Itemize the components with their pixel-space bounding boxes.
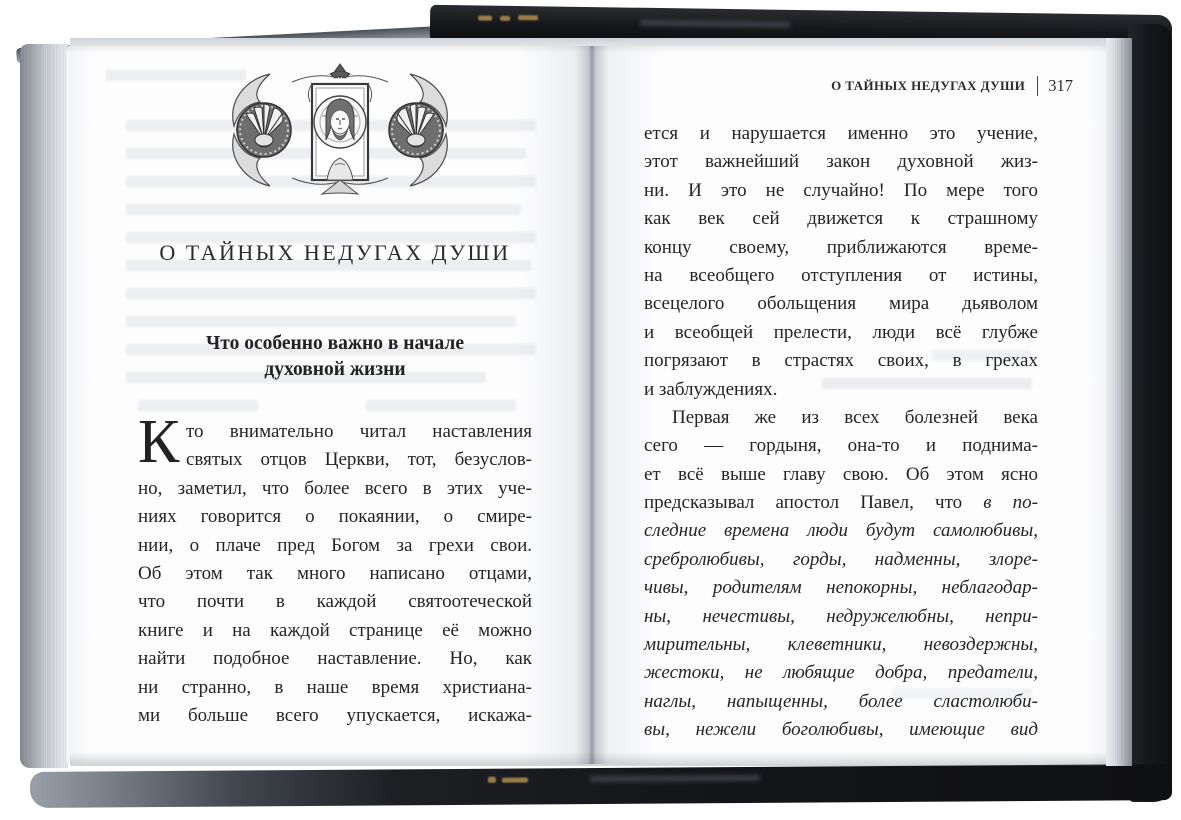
section-subtitle [138,331,532,383]
gold-embossing-fragment [488,777,496,783]
christ-icon-vignette [226,62,454,198]
ghost-line [126,204,521,215]
text-line: предсказывал апостол Павел, что в по- [644,492,1038,514]
page-number: 317 [1048,76,1073,95]
text-line: этот важнейший закон духовной жиз- [644,151,1038,173]
page-bottom-shadow [70,752,1106,766]
left-page [66,46,592,764]
text-line: чивы, родителям непокорны, неблагодар- [644,577,1038,599]
text-line: жестоки, не любящие добра, предатели, [644,662,1038,684]
text-line: ется и нарушается именно это учение, [644,123,1038,144]
text-line: мирительны, клеветники, невоздержны, [644,634,1038,656]
text-line: сребролюбивы, горды, надменны, злоре- [644,548,1038,570]
running-header [831,76,1073,96]
subtitle-line: Что особенно важно в начале [205,333,465,354]
text-line: вы, нежели боголюбивы, имеющие вид [644,719,1038,741]
drop-cap: К [138,408,180,476]
text-line: ми больше всего упускается, искажа- [138,704,532,726]
right-page [592,46,1106,764]
book-cover-right [1128,24,1172,802]
text-line: ниях говорится о покаянии, о смире- [138,506,532,528]
text-line: концу своему, приближаются време- [644,236,1038,258]
page-edges-left [20,44,68,768]
text-line: то внимательно читал наставления [186,421,532,442]
gold-embossing-fragment [500,16,510,21]
text-line: погрязают в страстях своих, в грехах [644,350,1038,372]
text-line: следние времена люди будут самолюбивы, [644,520,1038,542]
embossed-title-shadow [640,20,790,28]
gold-embossing-fragment [518,15,538,20]
text-line: ет всё выше главу свою. Об этом ясно [644,463,1038,485]
text-line: но, заметил, что более всего в этих уче- [138,477,532,499]
ghost-line [126,288,536,299]
text-line: Об этом так много написано отцами, [138,562,532,584]
text-line: святых отцов Церкви, тот, безуслов- [186,449,532,471]
gold-embossing-fragment [502,778,528,783]
running-header-title: О ТАЙНЫХ НЕДУГАХ ДУШИ [831,78,1026,93]
text-line: что почти в каждой святоотеческой [138,591,532,613]
ghost-line [106,70,246,81]
text-line: ны, нечестивы, недружелюбны, непри- [644,605,1038,627]
text-line: нии, о плаче пред Богом за грехи свои. [138,534,532,556]
text-line: Первая же из всех болезней века [672,406,1038,428]
page-edges-right [1106,38,1132,766]
right-page-body-text [644,120,1038,745]
text-line: ни странно, в наше время христиана- [138,676,532,698]
left-page-body-text [138,408,532,730]
chapter-title: О ТАЙНЫХ НЕДУГАХ ДУШИ [159,240,511,265]
book-cover-bottom [30,764,1172,808]
text-line: найти подобное наставление. Но, как [138,648,532,670]
embossed-title-shadow [590,775,760,782]
text-line: и заблуждениях. [644,378,778,400]
gold-embossing-fragment [478,15,492,20]
text-line: и всеобщей прелести, люди всё глубже [644,321,1038,343]
ghost-line [126,316,516,327]
text-line: на всеобщего отступления от истины, [644,264,1038,286]
header-divider [1037,76,1038,96]
subtitle-line: духовной жизни [264,359,406,380]
text-line: всецелого обольщения мира дьяволом [644,293,1038,315]
ghost-line [366,400,516,411]
text-line: ни. И это не случайно! По мере того [644,179,1038,201]
text-line: сего — гордыня, она-то и поднима- [644,435,1038,457]
text-line: книге и на каждой странице её можно [138,619,532,641]
text-line: наглы, напыщенны, более сластолюби- [644,690,1038,712]
text-line: как век сей движется к страшному [644,208,1038,230]
